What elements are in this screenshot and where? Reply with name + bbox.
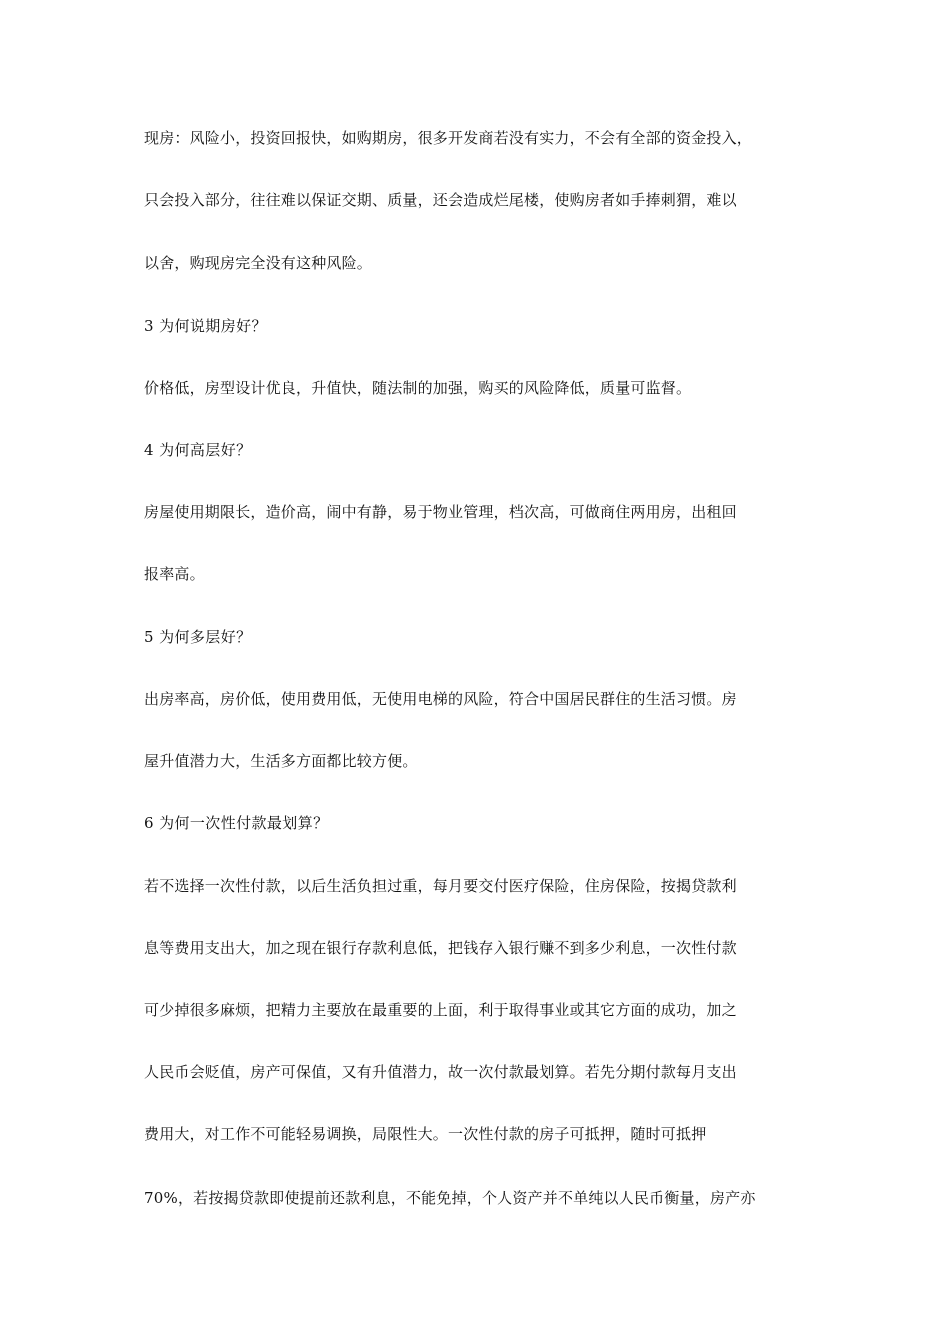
paragraph-line: 房屋使用期限长，造价高，闹中有静，易于物业管理，档次高，可做商住两用房，出租回 <box>144 503 737 521</box>
paragraph-line: 出房率高，房价低，使用费用低，无使用电梯的风险，符合中国居民群住的生活习惯。房 <box>144 690 737 708</box>
section-heading: 3 为何说期房好？ <box>144 317 267 335</box>
section-heading: 4 为何高层好？ <box>144 441 252 459</box>
paragraph-line: 现房：风险小，投资回报快，如购期房，很多开发商若没有实力，不会有全部的资金投入， <box>144 129 753 147</box>
section-heading: 6 为何一次性付款最划算？ <box>144 814 329 832</box>
paragraph-line: 费用大，对工作不可能轻易调换，局限性大。一次性付款的房子可抵押，随时可抵押 <box>144 1125 707 1143</box>
paragraph-line: 只会投入部分，往往难以保证交期、质量，还会造成烂尾楼，使购房者如手捧刺猬，难以 <box>144 191 737 209</box>
paragraph-line: 屋升值潜力大，生活多方面都比较方便。 <box>144 752 418 770</box>
section-heading: 5 为何多层好？ <box>144 628 252 646</box>
paragraph-line: 可少掉很多麻烦，把精力主要放在最重要的上面，利于取得事业或其它方面的成功，加之 <box>144 1001 737 1019</box>
paragraph-line: 人民币会贬值，房产可保值，又有升值潜力，故一次付款最划算。若先分期付款每月支出 <box>144 1063 737 1081</box>
paragraph-line: 报率高。 <box>144 565 205 583</box>
paragraph-line: 息等费用支出大，加之现在银行存款利息低，把钱存入银行赚不到多少利息，一次性付款 <box>144 939 737 957</box>
paragraph-line: 以舍，购现房完全没有这种风险。 <box>144 254 373 272</box>
paragraph-line: 若不选择一次性付款，以后生活负担过重，每月要交付医疗保险，住房保险，按揭贷款利 <box>144 877 737 895</box>
paragraph-line: 70%，若按揭贷款即使提前还款利息，不能免掉，个人资产并不单纯以人民币衡量，房产亦 <box>144 1189 756 1207</box>
paragraph-line: 价格低，房型设计优良，升值快，随法制的加强，购买的风险降低，质量可监督。 <box>144 379 692 397</box>
